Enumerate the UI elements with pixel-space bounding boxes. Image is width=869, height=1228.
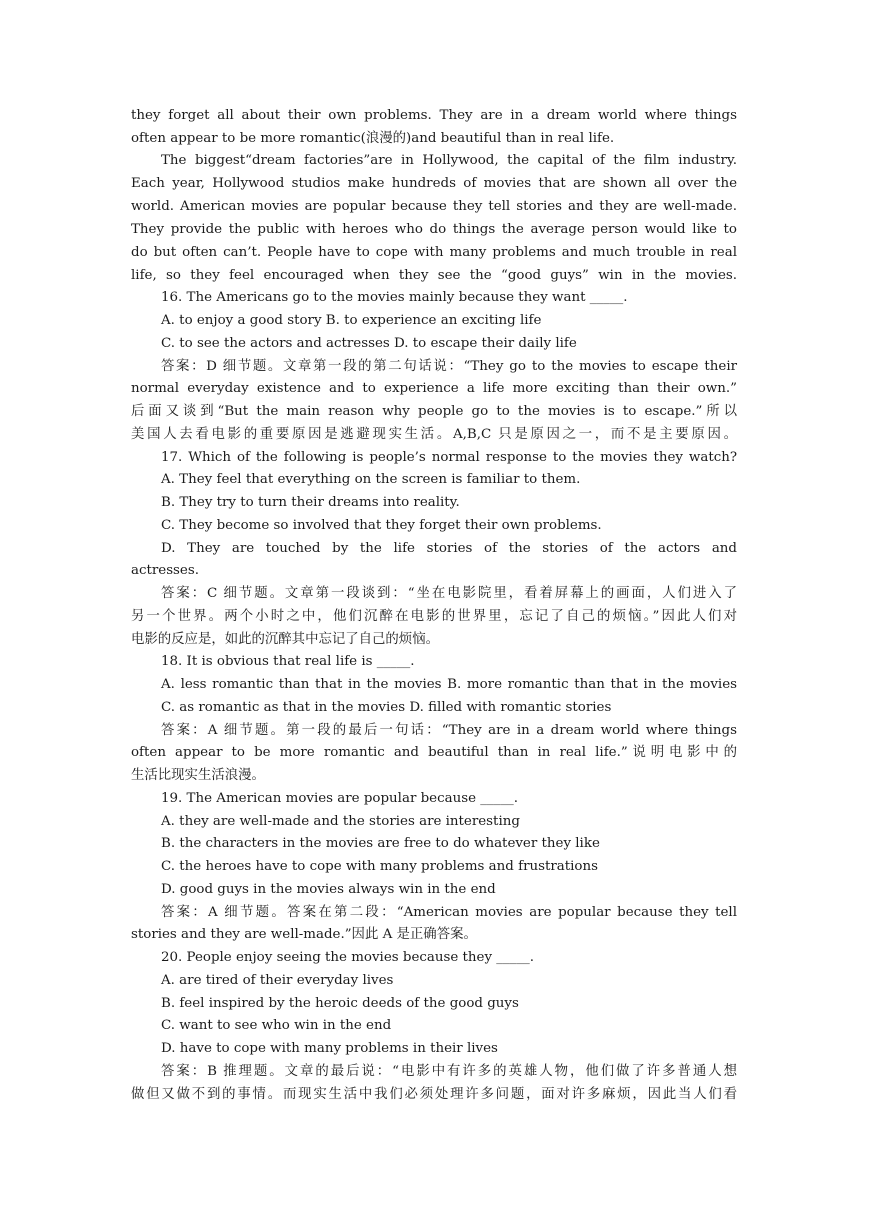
answer-20: 答案：B 推理题。文章的最后说：“电影中有许多的英雄人物，他们做了许多普通人想 [161,1064,737,1079]
text-line: They provide the public with heroes who do things the average person would like to [131,222,737,237]
option-line: C. want to see who win in the end [161,1018,392,1033]
answer-17: 答案：C 细节题。文章第一段谈到：“坐在电影院里，看着屏幕上的画面，人们进入了 [161,586,737,601]
text-line: Each year, Hollywood studios make hundreds of movies that are shown all over the [131,176,737,191]
option-line: A. they are well-made and the stories are interesting [161,814,520,829]
option-line: B. feel inspired by the heroic deeds of the good guys [161,996,519,1011]
question-18: 18. It is obvious that real life is _____. [161,654,415,669]
option-line: D. good guys in the movies always win in the end [161,882,496,897]
option-line: A. are tired of their everyday lives [161,973,394,988]
question-20: 20. People enjoy seeing the movies because they _____. [161,950,535,965]
option-line: D. They are touched by the life stories of the stories of the actors and [161,541,737,556]
answer-19: 答案：A 细节题。答案在第二段：“American movies are popular because they tell [161,905,737,920]
text-line: 美国人去看电影的重要原因是逃避现实生活。A,B,C 只是原因之一，而不是主要原因。 [131,427,737,442]
question-19: 19. The American movies are popular because _____. [161,791,518,806]
option-line: C. They become so involved that they forget their own problems. [161,518,602,533]
text-line: often appear to be more romantic(浪漫的)and beautiful than in real life. [131,131,615,146]
option-line: A. less romantic than that in the movies B. more romantic than that in the movies [161,677,737,692]
text-line: normal everyday existence and to experience a life more exciting than their own.” [131,381,737,396]
text-line: 另一个世界。两个小时之中，他们沉醉在电影的世界里，忘记了自己的烦恼。”因此人们对 [131,609,737,624]
option-line: C. as romantic as that in the movies D. filled with romantic stories [161,700,612,715]
answer-16: 答案：D 细节题。文章第一段的第二句话说：“They go to the movies to escape their [161,359,737,374]
text-line: world. American movies are popular because they tell stories and they are well-made. [131,199,737,214]
text-line: stories and they are well-made.”因此 A 是正确答案。 [131,927,477,942]
option-line: B. the characters in the movies are free to do whatever they like [161,836,600,851]
question-17: 17. Which of the following is people’s normal response to the movies they watch? [161,450,737,465]
option-line: D. have to cope with many problems in their lives [161,1041,498,1056]
text-line: do but often can’t. People have to cope with many problems and much trouble in real [131,245,737,260]
paragraph-start: The biggest“dream factories”are in Hollywood, the capital of the film industry. [161,153,737,168]
text-line: often appear to be more romantic and beautiful than in real life.”说明电影中的 [131,745,737,760]
text-line: 做但又做不到的事情。而现实生活中我们必须处理许多问题，面对许多麻烦，因此当人们看 [131,1087,737,1102]
option-line: B. They try to turn their dreams into reality. [161,495,460,510]
answer-18: 答案：A 细节题。第一段的最后一句话：“They are in a dream world where things [161,723,737,738]
text-line: actresses. [131,563,199,578]
option-line: A. They feel that everything on the screen is familiar to them. [161,472,581,487]
text-line: 生活比现实生活浪漫。 [131,768,265,783]
text-line: 电影的反应是，如此的沉醉其中忘记了自己的烦恼。 [131,632,439,647]
text-line: 后面又谈到“But the main reason why people go to the movies is to escape.”所以 [131,404,737,419]
text-line: life, so they feel encouraged when they see the “good guys” win in the movies. [131,268,737,283]
option-line: C. to see the actors and actresses D. to escape their daily life [161,336,577,351]
text-line: they forget all about their own problems. They are in a dream world where things [131,108,737,123]
option-line: A. to enjoy a good story B. to experience an exciting life [161,313,542,328]
question-16: 16. The Americans go to the movies mainly because they want _____. [161,290,628,305]
option-line: C. the heroes have to cope with many problems and frustrations [161,859,598,874]
